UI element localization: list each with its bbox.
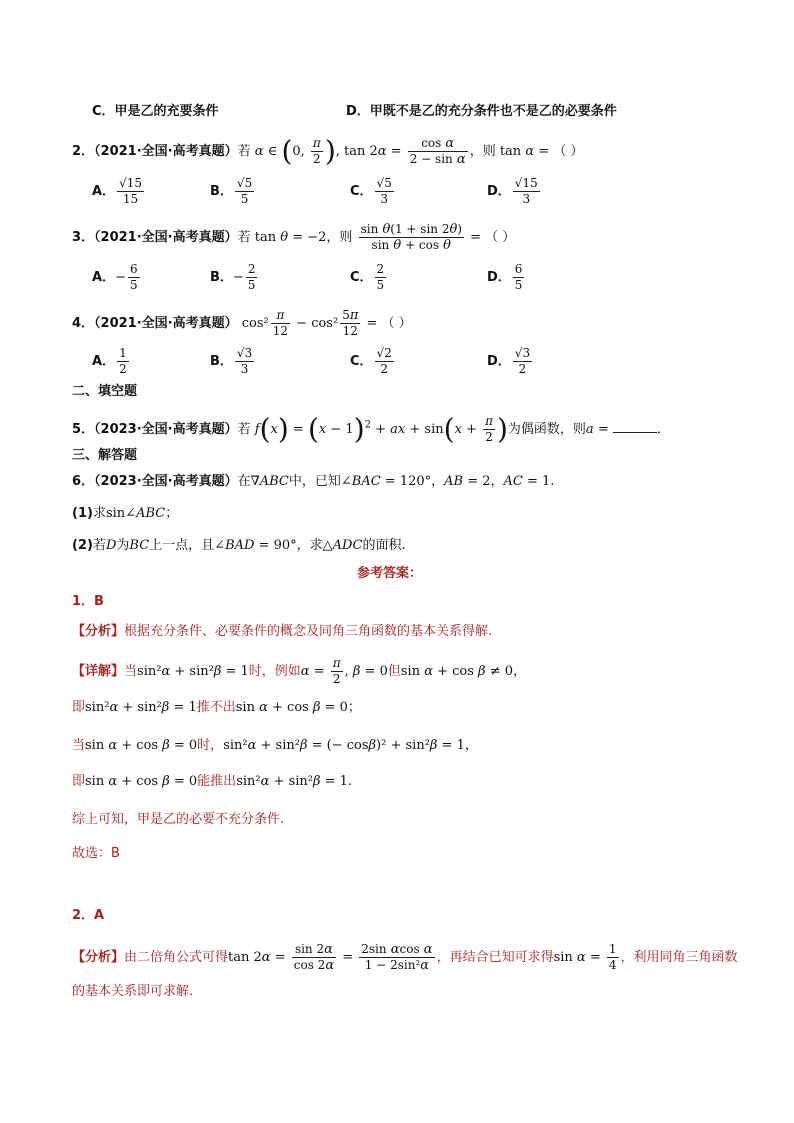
question-6-part-1: (1)求sin∠ABC；: [72, 506, 179, 521]
section-fill-blank-heading: 二、填空题: [72, 384, 138, 399]
question-2-stem: 2．（2021·全国·高考真题）若 α ∈ (0, $\frac{\pi}{2}$ ), tan 2α = $\frac{\text{cos α}}{\text{2 − sin α}}$ ，则 tan α = （ ）: [72, 134, 584, 168]
answer-1-choice: 故选：B: [72, 846, 120, 861]
q2-option-a: A． $\frac{√15}{15}$: [92, 176, 142, 206]
q3-option-d: D． $\frac{6}{5}$: [487, 262, 523, 292]
section-solve-heading: 三、解答题: [72, 448, 138, 463]
q3-option-b: B．− $\frac{2}{5}$: [210, 262, 256, 292]
q2-option-d: D． $\frac{√15}{3}$: [487, 176, 538, 206]
answer-2-head: 2．A: [72, 908, 105, 923]
answer-1-analysis: 【分析】根据充分条件、必要条件的概念及同角三角函数的基本关系得解.: [72, 624, 493, 639]
q4-option-b: B． $\frac{√3}{3}$: [210, 346, 253, 376]
answer-1-conclusion: 综上可知，甲是乙的必要不充分条件.: [72, 812, 285, 827]
answers-title: 参考答案：: [357, 566, 423, 581]
answer-2-analysis-line-2: 的基本关系即可求解.: [72, 984, 194, 999]
q1-option-c: C．甲是乙的充要条件: [92, 104, 219, 119]
question-3-stem: 3．（2021·全国·高考真题）若 tan θ = −2，则 $\frac{\text{sin θ(1 + sin 2θ)}}{\text{sin θ + cos θ}}$ = （ ）: [72, 222, 516, 253]
q4-option-d: D． $\frac{√3}{2}$: [487, 346, 531, 376]
q3-option-c: C． $\frac{2}{5}$: [350, 262, 385, 292]
q3-option-a: A．− $\frac{6}{5}$: [92, 262, 138, 292]
q4-option-a: A． $\frac{1}{2}$: [92, 346, 127, 376]
q4-option-c: C． $\frac{√2}{2}$: [350, 346, 392, 376]
q2-option-b: B． $\frac{√5}{5}$: [210, 176, 253, 206]
question-6-part-2: (2)若D为BC上一点，且∠BAD = 90°，求△ADC的面积.: [72, 538, 406, 553]
answer-1-line-3: 当sin α + cos β = 0时，sin²α + sin²β = (− cosβ)² + sin²β = 1，: [72, 738, 478, 753]
answer-1-head: 1．B: [72, 594, 104, 609]
q2-option-c: C． $\frac{√5}{3}$: [350, 176, 392, 206]
answer-blank[interactable]: [613, 419, 657, 433]
answer-2-analysis: 【分析】由二倍角公式可得tan 2α = $\frac{\sin 2\alpha}{\cos 2\alpha}$ = $\frac{\text{2sin αcos α}}{\text{1 − 2sin²α}}$ ，再结合已知可求得sin α = $\frac{1}{4}$ ，利用同角三角函数: [72, 942, 738, 973]
question-6-stem: 6．（2023·全国·高考真题）在∇ABC中，已知∠BAC = 120°，AB = 2，AC = 1.: [72, 474, 555, 489]
answer-1-line-2: 即sin²α + sin²β = 1推不出sin α + cos β = 0；: [72, 700, 361, 715]
q1-option-d: D．甲既不是乙的充分条件也不是乙的必要条件: [346, 104, 617, 119]
question-5-stem: 5．（2023·全国·高考真题）若 $f(x) = (x - 1)^2$ + ax + sin(x + $\frac{\pi}{2}$ )为偶函数，则a = ．: [72, 412, 670, 446]
answer-1-detail: 【详解】当sin²α + sin²β = 1时，例如α = $\frac{\pi}{2}$ , β = 0但sin α + cos β ≠ 0，: [72, 656, 527, 686]
answer-1-line-4: 即sin α + cos β = 0能推出sin²α + sin²β = 1.: [72, 774, 353, 789]
question-4-stem: 4．（2021·全国·高考真题） cos² $\frac{\pi}{12}$ − cos² $\frac{5\pi}{12}$ = （ ）: [72, 308, 412, 338]
